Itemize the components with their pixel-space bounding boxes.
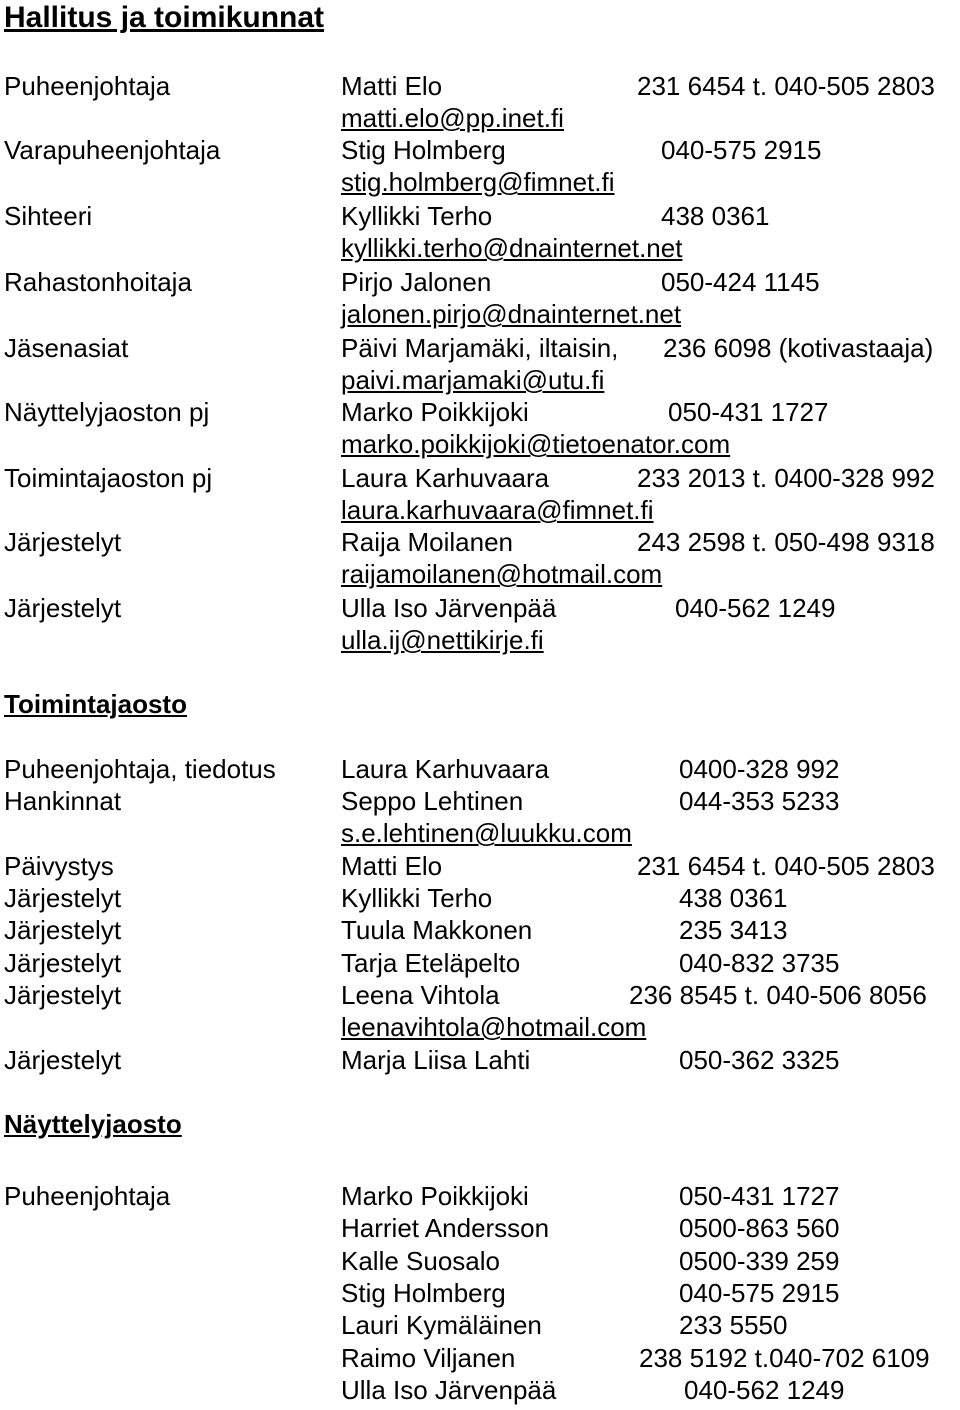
person-name: Laura Karhuvaara — [341, 463, 550, 493]
role-label: Puheenjohtaja, tiedotus — [4, 754, 276, 784]
person-name: Raija Moilanen — [341, 527, 513, 557]
list-item — [0, 1374, 960, 1406]
person-name: Ulla Iso Järvenpää — [341, 593, 557, 623]
person-name: Päivi Marjamäki, iltaisin, — [341, 333, 619, 363]
phone-number: 044-353 5233 — [679, 786, 840, 816]
phone-number: 050-431 1727 — [668, 397, 829, 427]
list-item — [0, 882, 960, 914]
person-name: Ulla Iso Järvenpää — [341, 1375, 557, 1405]
list-item — [0, 200, 960, 232]
person-name: Kalle Suosalo — [341, 1246, 500, 1276]
role-label: Järjestelyt — [4, 980, 122, 1010]
list-item — [0, 1044, 960, 1076]
email-link[interactable]: laura.karhuvaara@fimnet.fi — [341, 495, 654, 525]
phone-number: 438 0361 — [661, 201, 770, 231]
phone-number: 238 5192 t.040-702 6109 — [639, 1343, 930, 1373]
role-label: Järjestelyt — [4, 883, 122, 913]
phone-number: 040-575 2915 — [679, 1278, 840, 1308]
list-item — [0, 753, 960, 785]
list-item — [0, 914, 960, 946]
list-item — [0, 1245, 960, 1277]
person-name: Marja Liisa Lahti — [341, 1045, 531, 1075]
role-label: Sihteeri — [4, 201, 93, 231]
role-label: Puheenjohtaja — [4, 71, 171, 101]
person-name: Seppo Lehtinen — [341, 786, 524, 816]
list-item — [0, 1342, 960, 1374]
email-link[interactable]: jalonen.pirjo@dnainternet.net — [341, 299, 682, 329]
list-item — [0, 592, 960, 624]
phone-number: 236 6098 (kotivastaaja) — [663, 333, 934, 363]
section-title-nayttelyjaosto: Näyttelyjaosto — [4, 1109, 182, 1139]
email-link[interactable]: paivi.marjamaki@utu.fi — [341, 365, 605, 395]
phone-number: 233 2013 t. 0400-328 992 — [637, 463, 935, 493]
person-name: Stig Holmberg — [341, 1278, 506, 1308]
person-name: Raimo Viljanen — [341, 1343, 516, 1373]
person-name: Tuula Makkonen — [341, 915, 533, 945]
list-item — [0, 947, 960, 979]
phone-number: 050-362 3325 — [679, 1045, 840, 1075]
list-item — [0, 396, 960, 428]
list-item — [0, 462, 960, 494]
role-label: Järjestelyt — [4, 915, 122, 945]
person-name: Kyllikki Terho — [341, 201, 493, 231]
list-item — [0, 332, 960, 364]
role-label: Päivystys — [4, 851, 114, 881]
person-name: Harriet Andersson — [341, 1213, 550, 1243]
person-name: Lauri Kymäläinen — [341, 1310, 542, 1340]
phone-number: 438 0361 — [679, 883, 788, 913]
person-name: Stig Holmberg — [341, 135, 506, 165]
person-name: Leena Vihtola — [341, 980, 500, 1010]
email-link[interactable]: kyllikki.terho@dnainternet.net — [341, 233, 683, 263]
phone-number: 231 6454 t. 040-505 2803 — [637, 851, 935, 881]
role-label: Järjestelyt — [4, 948, 122, 978]
page-title: Hallitus ja toimikunnat — [4, 1, 325, 34]
list-item — [0, 1309, 960, 1341]
email-link[interactable]: stig.holmberg@fimnet.fi — [341, 167, 615, 197]
role-label: Jäsenasiat — [4, 333, 129, 363]
email-link[interactable]: s.e.lehtinen@luukku.com — [341, 818, 632, 848]
phone-number: 243 2598 t. 050-498 9318 — [637, 527, 935, 557]
person-name: Pirjo Jalonen — [341, 267, 492, 297]
phone-number: 233 5550 — [679, 1310, 788, 1340]
person-name: Matti Elo — [341, 71, 443, 101]
email-link[interactable]: raijamoilanen@hotmail.com — [341, 559, 663, 589]
phone-number: 235 3413 — [679, 915, 788, 945]
list-item — [0, 785, 960, 817]
phone-number: 231 6454 t. 040-505 2803 — [637, 71, 935, 101]
email-link[interactable]: ulla.ij@nettikirje.fi — [341, 625, 544, 655]
list-item — [0, 1180, 960, 1212]
role-label: Varapuheenjohtaja — [4, 135, 221, 165]
role-label: Hankinnat — [4, 786, 122, 816]
role-label: Puheenjohtaja — [4, 1181, 171, 1211]
list-item — [0, 1277, 960, 1309]
role-label: Toimintajaoston pj — [4, 463, 213, 493]
person-name: Marko Poikkijoki — [341, 397, 529, 427]
email-link[interactable]: matti.elo@pp.inet.fi — [341, 103, 564, 133]
person-name: Marko Poikkijoki — [341, 1181, 529, 1211]
list-item — [0, 1212, 960, 1244]
role-label: Järjestelyt — [4, 527, 122, 557]
list-item — [0, 979, 960, 1011]
phone-number: 040-575 2915 — [661, 135, 822, 165]
person-name: Kyllikki Terho — [341, 883, 493, 913]
phone-number: 040-832 3735 — [679, 948, 840, 978]
list-item — [0, 850, 960, 882]
section-title-toimintajaosto: Toimintajaosto — [4, 689, 187, 719]
list-item — [0, 134, 960, 166]
email-link[interactable]: marko.poikkijoki@tietoenator.com — [341, 429, 731, 459]
phone-number: 236 8545 t. 040-506 8056 — [629, 980, 927, 1010]
phone-number: 040-562 1249 — [684, 1375, 845, 1405]
role-label: Näyttelyjaoston pj — [4, 397, 210, 427]
email-link[interactable]: leenavihtola@hotmail.com — [341, 1012, 647, 1042]
list-item — [0, 266, 960, 298]
list-item — [0, 70, 960, 102]
phone-number: 0500-863 560 — [679, 1213, 840, 1243]
phone-number: 050-424 1145 — [661, 267, 820, 297]
role-label: Rahastonhoitaja — [4, 267, 192, 297]
role-label: Järjestelyt — [4, 1045, 122, 1075]
phone-number: 050-431 1727 — [679, 1181, 840, 1211]
role-label: Järjestelyt — [4, 593, 122, 623]
phone-number: 040-562 1249 — [675, 593, 836, 623]
person-name: Tarja Eteläpelto — [341, 948, 521, 978]
person-name: Laura Karhuvaara — [341, 754, 550, 784]
phone-number: 0400-328 992 — [679, 754, 840, 784]
person-name: Matti Elo — [341, 851, 443, 881]
phone-number: 0500-339 259 — [679, 1246, 840, 1276]
list-item — [0, 526, 960, 558]
